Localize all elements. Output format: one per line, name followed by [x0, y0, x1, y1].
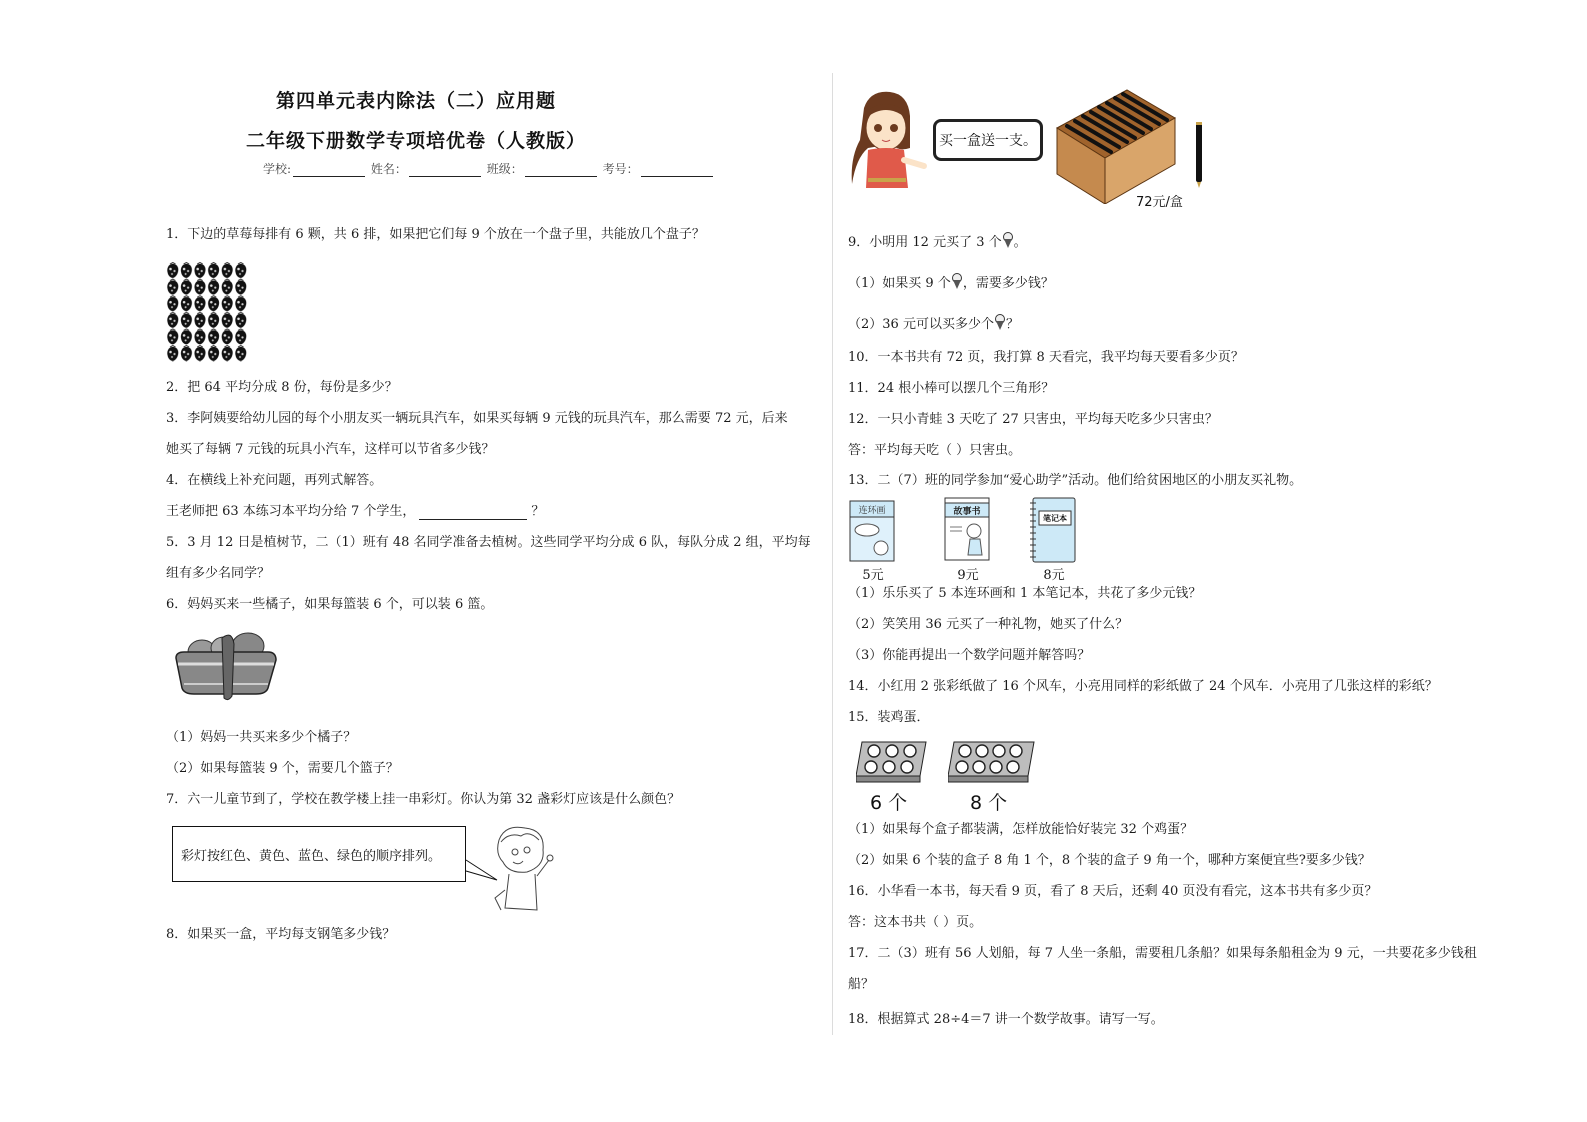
question-9 — [848, 232, 1027, 253]
buy-box-get-one-bubble — [933, 119, 1043, 161]
question-16: 16．小华看一本书，每天看 9 页，看了 8 天后，还剩 40 页没有看完，这本书共有多少页？ — [848, 884, 1378, 899]
question-9-sub-1 — [848, 273, 1054, 294]
question-6-sub-1: （1）妈妈一共买来多少个橘子？ — [166, 730, 357, 745]
question-3-line-2: 她买了每辆 7 元钱的玩具小汽车，这样可以节省多少钱？ — [166, 442, 495, 457]
question-9-suffix: 。 — [1013, 235, 1027, 250]
question-11: 11．24 根小棒可以摆几个三角形？ — [848, 381, 1055, 396]
question-4-sub-prefix: 王老师把 63 本练习本平均分给 7 个学生， — [166, 504, 416, 519]
class-label: 班级： — [486, 162, 523, 176]
question-15-sub-1: （1）如果每个盒子都装满，怎样放能恰好装完 32 个鸡蛋？ — [848, 822, 1194, 837]
story-book-image — [944, 497, 990, 561]
notebook-image — [1030, 497, 1076, 563]
page-subtitle: 二年级下册数学专项培优卷（人教版） — [245, 130, 586, 152]
question-9-sub-1-prefix: （1）如果买 9 个 — [848, 276, 951, 291]
svg-text:连环画: 连环画 — [858, 506, 886, 516]
svg-text:笔记本: 笔记本 — [1043, 514, 1067, 523]
question-9-sub-2-prefix: （2）36 元可以买多少个 — [848, 317, 994, 332]
question-5-line-1: 5．3 月 12 日是植树节，二（1）班有 48 名同学准备去植树。这些同学平均分成 6 队，每队分成 2 组，平均每 — [166, 535, 811, 550]
question-4-sub-suffix: ？ — [531, 504, 545, 519]
question-7: 7．六一儿童节到了，学校在教学楼上挂一串彩灯。你认为第 32 盏彩灯应该是什么颜色？ — [166, 792, 681, 807]
story-book-price: 9元 — [957, 568, 979, 583]
question-1: 1．下边的草莓每排有 6 颗，共 6 排，如果把它们每 9 个放在一个盘子里，共能放几个盘子？ — [166, 227, 705, 242]
boy-character-image — [465, 820, 565, 915]
ice-cream-icon — [951, 273, 963, 294]
class-blank[interactable] — [525, 164, 597, 177]
question-13-sub-2: （2）笑笑用 36 元买了一种礼物，她买了什么？ — [848, 617, 1129, 632]
question-13-sub-1: （1）乐乐买了 5 本连环画和 1 本笔记本，共花了多少元钱？ — [848, 586, 1202, 601]
ice-cream-icon — [994, 314, 1006, 335]
question-5-line-2: 组有多少名同学？ — [166, 566, 271, 581]
school-blank[interactable] — [293, 164, 365, 177]
exam-number-blank[interactable] — [641, 164, 713, 177]
question-4: 4．在横线上补充问题，再列式解答。 — [166, 473, 383, 488]
pen-box-image — [1055, 88, 1185, 204]
column-divider — [832, 73, 833, 1035]
question-6: 6．妈妈买来一些橘子，如果每篮装 6 个，可以装 6 篮。 — [166, 597, 494, 612]
lantern-order-text: 彩灯按红色、黄色、蓝色、绿色的顺序排列。 — [181, 848, 442, 864]
page-title: 第四单元表内除法（二）应用题 — [275, 90, 556, 112]
question-9-sub-2 — [848, 314, 1019, 335]
name-blank[interactable] — [409, 164, 481, 177]
question-3-line-1: 3．李阿姨要给幼儿园的每个小朋友买一辆玩具汽车，如果买每辆 9 元钱的玩具汽车，那么需要 72 元，后来 — [166, 411, 788, 426]
question-14: 14．小红用 2 张彩纸做了 16 个风车，小亮用同样的彩纸做了 24 个风车．小亮用了几张这样的彩纸？ — [848, 679, 1438, 694]
lantern-order-speech-box — [172, 826, 466, 882]
name-label: 姓名： — [370, 162, 407, 176]
student-info-line — [263, 160, 715, 177]
question-13: 13．二（7）班的同学参加“爱心助学”活动。他们给贫困地区的小朋友买礼物。 — [848, 473, 1303, 488]
egg-box-6-label: 6 个 — [870, 792, 908, 814]
question-15: 15．装鸡蛋． — [848, 710, 930, 725]
strawberry-grid-image — [166, 262, 248, 362]
ice-cream-icon — [1002, 232, 1014, 253]
question-16-answer: 答：这本书共（ ）页。 — [848, 915, 983, 930]
question-10: 10．一本书共有 72 页，我打算 8 天看完，我平均每天要看多少页？ — [848, 350, 1244, 365]
question-18: 18．根据算式 28÷4＝7 讲一个数学故事。请写一写。 — [848, 1012, 1164, 1027]
question-9-prefix: 9．小明用 12 元买了 3 个 — [848, 235, 1002, 250]
exam-number-label: 考号： — [602, 162, 639, 176]
svg-text:故事书: 故事书 — [953, 507, 981, 517]
question-4-sub — [166, 504, 544, 520]
pen-box-price: 72元/盒 — [1136, 195, 1183, 210]
question-9-sub-1-suffix: ，需要多少钱？ — [962, 276, 1054, 291]
comic-book-price: 5元 — [862, 568, 884, 583]
egg-box-8-image — [948, 740, 1036, 784]
comic-book-image — [849, 500, 895, 562]
egg-box-6-image — [856, 740, 928, 784]
single-pen-image — [1194, 120, 1204, 188]
question-12-answer: 答：平均每天吃（ ）只害虫。 — [848, 443, 1022, 458]
question-17-line-1: 17．二（3）班有 56 人划船，每 7 人坐一条船，需要租几条船？如果每条船租金为 9 元，一共要花多少钱租 — [848, 946, 1477, 961]
girl-character-image — [848, 88, 928, 204]
school-label: 学校: — [263, 162, 292, 176]
buy-box-get-one-text: 买一盒送一支。 — [939, 133, 1037, 149]
notebook-price: 8元 — [1043, 568, 1065, 583]
question-17-line-2: 船？ — [848, 977, 875, 992]
question-15-sub-2: （2）如果 6 个装的盒子 8 角 1 个，8 个装的盒子 9 角一个，哪种方案便宜些?要多少钱？ — [848, 853, 1371, 868]
question-13-sub-3: （3）你能再提出一个数学问题并解答吗？ — [848, 648, 1091, 663]
question-6-sub-2: （2）如果每篮装 9 个，需要几个篮子？ — [166, 761, 399, 776]
egg-box-8-label: 8 个 — [970, 792, 1008, 814]
question-8: 8．如果买一盒，平均每支钢笔多少钱？ — [166, 927, 396, 942]
question-4-answer-blank[interactable] — [419, 507, 527, 520]
orange-basket-image — [172, 630, 278, 702]
question-12: 12．一只小青蛙 3 天吃了 27 只害虫，平均每天吃多少只害虫？ — [848, 412, 1218, 427]
question-2: 2．把 64 平均分成 8 份，每份是多少？ — [166, 380, 398, 395]
question-9-sub-2-suffix: ？ — [1005, 317, 1019, 332]
